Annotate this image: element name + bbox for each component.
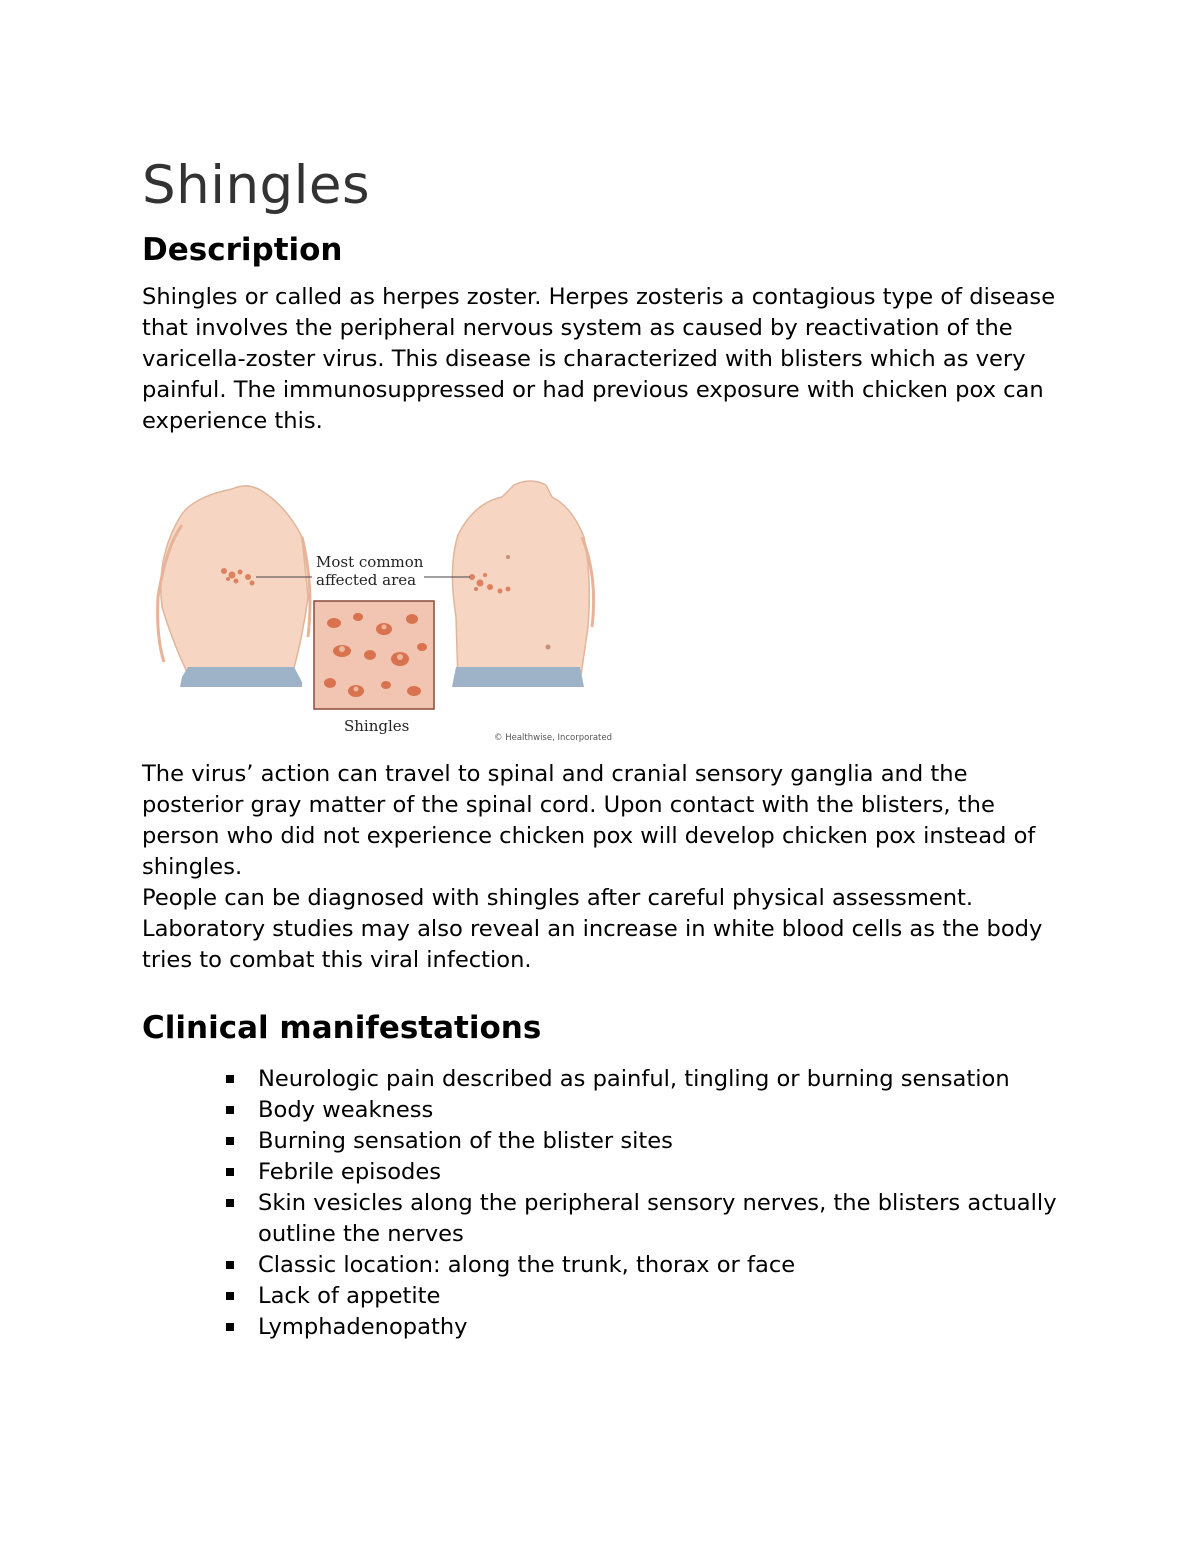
square-bullet-icon [226,1323,234,1331]
square-bullet-icon [226,1261,234,1269]
list-item [142,1188,1072,1250]
list-item-text: Neurologic pain described as painful, tingling or burning sensation [258,1066,1010,1092]
square-bullet-icon [226,1199,234,1207]
list-item-text: Lymphadenopathy [258,1314,468,1340]
shingles-illustration [152,477,613,747]
inset-caption: Shingles [344,717,410,735]
back-view-torso [158,486,310,687]
list-item [142,1064,1072,1095]
list-item-text: Lack of appetite [258,1283,441,1309]
list-item [142,1126,1072,1157]
description-heading: Description [142,232,343,268]
square-bullet-icon [226,1075,234,1083]
diagnosis-paragraph: People can be diagnosed with shingles after careful physical assessment. Laboratory studies may also reveal an increase in white blood cells as the body tries to combat this viral infection. [142,885,1043,973]
document-page [142,150,1072,1343]
list-item-text: Burning sensation of the blister sites [258,1128,673,1154]
image-credit: © Healthwise, Incorporated [494,733,613,743]
figure-label-line2: affected area [316,571,417,589]
illustration-drawing [152,477,602,747]
list-item [142,1095,1072,1126]
figure-label-line1: Most common [316,553,424,571]
square-bullet-icon [226,1137,234,1145]
list-item [142,1281,1072,1312]
front-view-torso [452,481,594,687]
list-item [142,1157,1072,1188]
document-title: Shingles [142,155,371,216]
list-item-text: Skin vesicles along the peripheral sensory nerves, the blisters actually outline the nerves [258,1190,1057,1247]
square-bullet-icon [226,1106,234,1114]
virus-paragraph: The virus’ action can travel to spinal and cranial sensory ganglia and the posterior gray matter of the spinal cord. Upon contact with the blisters, the person who did not experience chicken pox will develop chicken pox instead of shingles. [142,761,1036,880]
rash-closeup-inset [314,601,434,709]
square-bullet-icon [226,1168,234,1176]
list-item-text: Body weakness [258,1097,434,1123]
list-item-text: Classic location: along the trunk, thorax or face [258,1252,796,1278]
list-item [142,1250,1072,1281]
clinical-manifestations-heading: Clinical manifestations [142,1010,542,1046]
square-bullet-icon [226,1292,234,1300]
description-paragraph: Shingles or called as herpes zoster. Herpes zosteris a contagious type of disease that involves the peripheral nervous system as caused by reactivation of the varicella-zoster virus. This disease is characterized with blisters which as very painful. The immunosuppressed or had previous exposure with chicken pox can experience this. [142,284,1056,434]
list-item [142,1312,1072,1343]
list-item-text: Febrile episodes [258,1159,442,1185]
clinical-manifestations-list [142,1064,1072,1343]
